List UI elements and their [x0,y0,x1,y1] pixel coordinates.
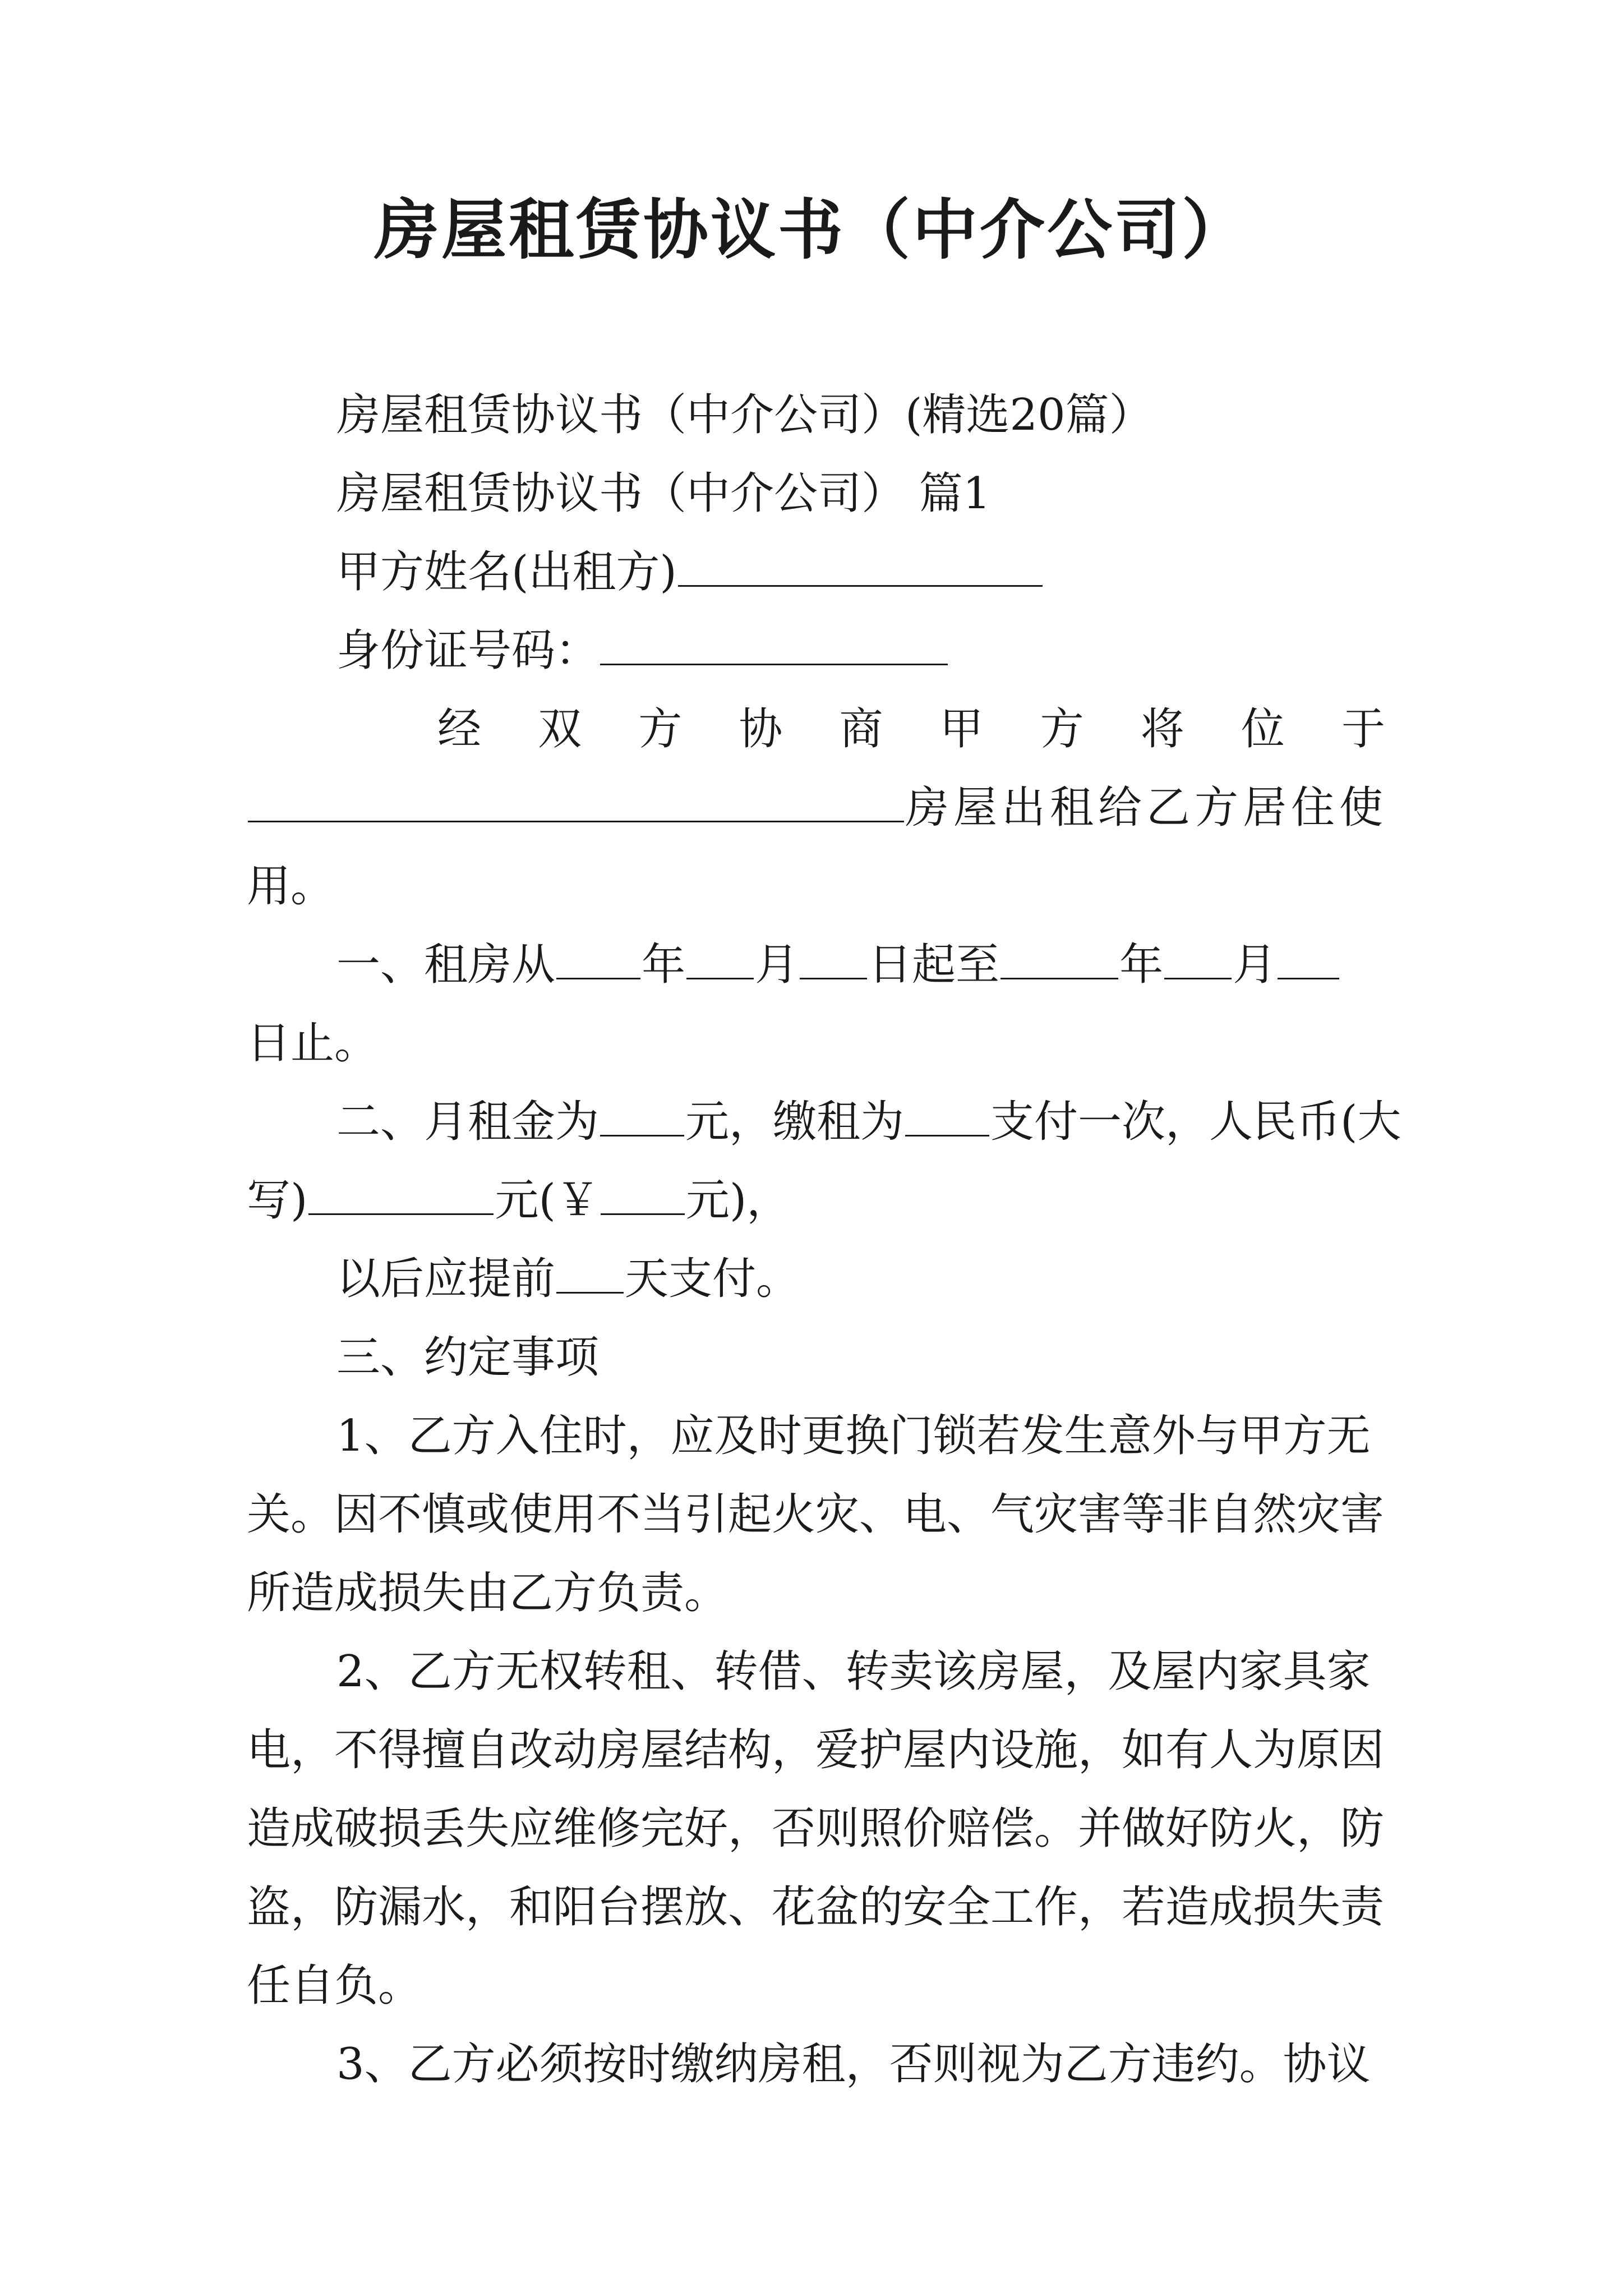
start-day-blank [800,934,867,979]
amount-words-blank [308,1170,494,1215]
advance-text: 天支付。 [625,1254,800,1304]
rent-text: 元)， [685,1175,791,1226]
agreement-intro-line [247,690,1385,769]
end-month-blank [1164,934,1232,979]
address-line [247,769,1388,847]
clause-3-line-1: 3、乙方必须按时缴纳房租，否则视为乙方违约。协议 [336,2039,1371,2090]
clause-2-line-5: 任自负。 [247,1961,422,2011]
party-a-name-blank [678,541,1043,587]
year-text: 年 [1119,940,1164,990]
lease-term-line [247,926,1385,1004]
amount-figures-blank [601,1170,685,1215]
rent-text: 二、月租金为 [336,1097,600,1147]
intro-char: 将 [1140,704,1184,754]
clause-2-line-3: 造成破损丢失应维修完好，否则照价赔偿。并做好防火，防 [247,1803,1385,1854]
document-title: 房屋租赁协议书（中介公司） [374,192,1249,268]
intro-char: 方 [1040,704,1084,754]
intro-char: 于 [1341,704,1385,754]
lease-term-end: 日止。 [247,1018,379,1069]
intro-char: 双 [538,704,582,754]
month-text: 月 [1233,940,1277,990]
clause-2-line-2: 电，不得擅自改动房屋结构，爱护屋内设施，如有人为原因 [247,1725,1385,1775]
clause-1-line-1 [247,1397,1385,1475]
clause-text: 1、乙方入住时，应及时更换门锁若发生意外与甲方无 [336,1411,1371,1461]
section-heading-terms: 三、约定事项 [336,1332,600,1383]
intro-char: 位 [1241,704,1285,754]
year-text: 年 [642,940,686,990]
subtitle-collection: 房屋租赁协议书（中介公司）(精选20篇） [336,390,1153,440]
clause-2-line-1: 2、乙方无权转租、转借、转卖该房屋，及屋内家具家 [336,1646,1371,1697]
end-day-blank [1278,934,1339,979]
id-number-line [247,611,1385,690]
intro-char: 方 [638,704,683,754]
rent-text: 写) [247,1175,308,1226]
rent-text: 支付一次，人民币(大 [990,1097,1401,1147]
intro-char: 协 [739,704,783,754]
subtitle-chapter: 房屋租赁协议书（中介公司） 篇1 [336,468,991,519]
intro-char: 经 [437,704,482,754]
rent-amount-line [247,1161,1385,1240]
month-text: 月 [755,940,799,990]
intro-char: 甲 [939,704,984,754]
until-text: 日起至 [868,940,1000,990]
clause-1-line-3: 所造成损失由乙方负责。 [247,1568,728,1618]
clause-1-line-2: 关。因不慎或使用不当引起火灾、电、气灾害等非自然灾害 [247,1489,1385,1540]
rent-text: 元，缴租为 [685,1097,905,1147]
address-blank [248,777,904,822]
monthly-rent-blank [600,1091,684,1137]
intro-char: 商 [839,704,883,754]
start-year-blank [556,934,640,979]
end-year-blank [1000,934,1118,979]
lease-term-text: 一、租房从 [336,940,556,990]
advance-payment-line [247,1240,1385,1318]
rent-line [247,1083,1401,1161]
address-text: 房屋出租给乙方居住使 [905,783,1388,833]
advance-text: 以后应提前 [336,1254,556,1304]
advance-days-blank [556,1248,624,1294]
start-month-blank [686,934,754,979]
party-a-name-line [247,533,1385,611]
id-number-label: 身份证号码： [336,625,600,676]
rent-text: 元(￥ [495,1175,600,1226]
id-number-blank [600,620,948,665]
address-line-end: 用。 [247,861,335,912]
party-a-name-label: 甲方姓名(出租方) [336,547,677,597]
clause-2-line-4: 盗，防漏水，和阳台摆放、花盆的安全工作，若造成损失责 [247,1882,1385,1932]
payment-period-blank [905,1091,989,1137]
